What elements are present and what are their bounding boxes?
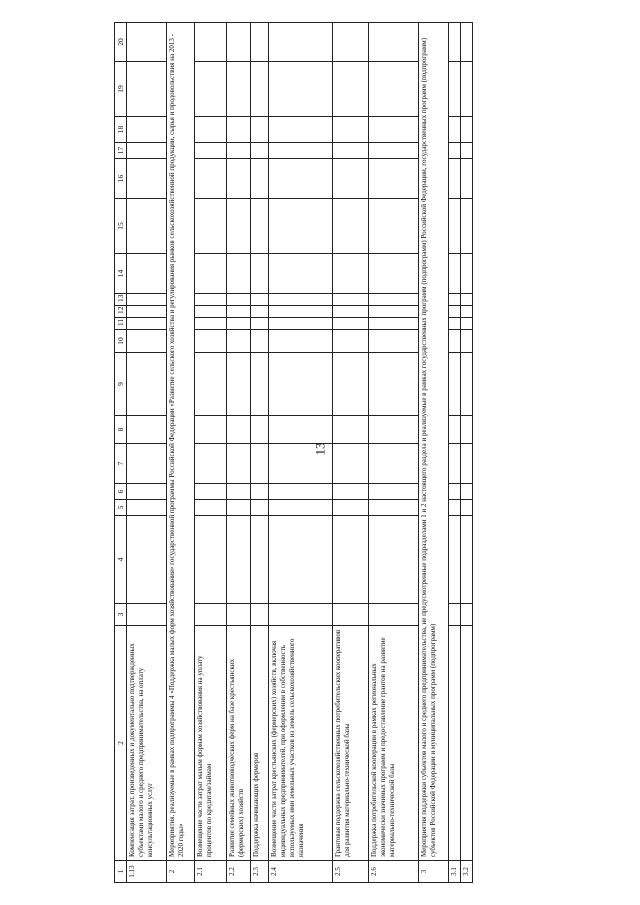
measure-name-cell: Поддержка начинающих фермеров xyxy=(251,625,269,860)
empty-cell xyxy=(251,352,269,415)
empty-cell xyxy=(449,198,461,253)
row-number-cell: 3 xyxy=(419,860,449,882)
empty-cell xyxy=(369,603,419,625)
empty-cell xyxy=(449,317,461,329)
table-body xyxy=(127,22,473,882)
column-header: 8 xyxy=(115,415,127,443)
measure-name-cell: Развитие семейных животноводческих ферм на базе крестьянских (фермерских) хозяйств xyxy=(227,625,251,860)
empty-cell xyxy=(227,499,251,515)
empty-cell xyxy=(227,443,251,483)
column-header: 19 xyxy=(115,61,127,116)
row-number-cell: 2.5 xyxy=(333,860,369,882)
empty-cell xyxy=(251,329,269,352)
empty-cell xyxy=(227,253,251,293)
empty-cell xyxy=(127,305,167,317)
empty-cell xyxy=(269,253,333,293)
empty-cell xyxy=(461,142,473,158)
measure-name-cell: Возмещение части затрат крестьянских (фермерских) хозяйств, включая индивидуальных предпринимателей, при оформлении в собственность используемых ими земельных участков из земель сельскохозяйственного назначения xyxy=(269,625,333,860)
empty-cell xyxy=(449,483,461,499)
section-row xyxy=(167,22,195,882)
row-number-cell: 2.6 xyxy=(369,860,419,882)
empty-cell xyxy=(449,253,461,293)
empty-cell xyxy=(195,198,227,253)
program-table xyxy=(114,22,473,883)
empty-cell xyxy=(333,603,369,625)
empty-cell xyxy=(251,443,269,483)
column-number-row xyxy=(115,22,127,882)
empty-cell xyxy=(449,499,461,515)
row-number-cell: 2 xyxy=(167,860,195,882)
row-number-cell: 3.1 xyxy=(449,860,461,882)
empty-cell xyxy=(333,158,369,198)
rotated-table-page xyxy=(114,23,526,883)
empty-cell xyxy=(251,483,269,499)
empty-cell xyxy=(227,483,251,499)
empty-cell xyxy=(333,317,369,329)
empty-cell xyxy=(461,317,473,329)
row-number-cell: 1.13 xyxy=(127,860,167,882)
empty-cell xyxy=(227,142,251,158)
section-title-cell: Мероприятия, реализуемые в рамках подпрограммы 4 «Поддержка малых форм хозяйствования» государственной программы Российской Федерации «Развитие сельского хозяйства и регулирования рынков сельскохозяйственной продукции, сырья и продовольствия на 2013 - 2020 годы» xyxy=(167,22,195,860)
column-header: 17 xyxy=(115,142,127,158)
empty-cell xyxy=(269,317,333,329)
empty-cell xyxy=(127,158,167,198)
table-row xyxy=(251,22,269,882)
empty-cell xyxy=(127,483,167,499)
row-number-cell: 3.2 xyxy=(461,860,473,882)
empty-cell xyxy=(333,415,369,443)
empty-cell xyxy=(461,22,473,61)
column-header: 7 xyxy=(115,443,127,483)
empty-cell xyxy=(127,116,167,142)
empty-cell xyxy=(449,158,461,198)
column-header: 5 xyxy=(115,499,127,515)
empty-cell xyxy=(333,515,369,603)
row-number-cell: 2.4 xyxy=(269,860,333,882)
empty-cell xyxy=(369,352,419,415)
empty-cell xyxy=(461,515,473,603)
row-number-cell: 2.2 xyxy=(227,860,251,882)
column-header: 4 xyxy=(115,515,127,603)
empty-cell xyxy=(251,603,269,625)
empty-cell xyxy=(461,603,473,625)
table-row xyxy=(127,22,167,882)
empty-cell xyxy=(369,293,419,305)
empty-cell xyxy=(227,61,251,116)
empty-cell xyxy=(195,253,227,293)
empty-cell xyxy=(195,499,227,515)
empty-cell xyxy=(227,305,251,317)
empty-cell xyxy=(251,305,269,317)
empty-cell xyxy=(461,61,473,116)
column-header: 16 xyxy=(115,158,127,198)
empty-cell xyxy=(127,443,167,483)
empty-cell xyxy=(333,198,369,253)
empty-cell xyxy=(449,305,461,317)
empty-cell xyxy=(269,499,333,515)
measure-name-cell: Поддержка потребительской кооперации в рамках региональных экономически значимых программ и предоставление грантов на развитие материально-технической базы xyxy=(369,625,419,860)
empty-cell xyxy=(195,158,227,198)
empty-cell xyxy=(127,142,167,158)
empty-cell xyxy=(461,116,473,142)
empty-cell xyxy=(269,443,333,483)
empty-cell xyxy=(195,305,227,317)
empty-cell xyxy=(369,499,419,515)
empty-cell xyxy=(251,142,269,158)
empty-cell xyxy=(227,158,251,198)
empty-cell xyxy=(227,22,251,61)
empty-cell xyxy=(251,61,269,116)
empty-cell xyxy=(269,142,333,158)
empty-cell xyxy=(269,61,333,116)
empty-cell xyxy=(269,305,333,317)
empty-cell xyxy=(461,499,473,515)
empty-cell xyxy=(251,22,269,61)
empty-cell xyxy=(251,158,269,198)
empty-cell xyxy=(461,415,473,443)
empty-cell xyxy=(333,253,369,293)
empty-cell xyxy=(127,22,167,61)
empty-cell xyxy=(251,499,269,515)
row-number-cell: 2.1 xyxy=(195,860,227,882)
table-row xyxy=(449,22,461,882)
section-title-cell: Мероприятия поддержки субъектов малого и среднего предпринимательства, не предусмотренные подразделами 1 и 2 настоящего раздела и реализуемые в рамках государственных программ (подпрограмм) Российской Федерации, государственных программ (подпрограмм) субъектов Российской Федерации и муниципальных программ (подпрограмм) xyxy=(419,22,449,860)
table-row xyxy=(227,22,251,882)
empty-cell xyxy=(195,329,227,352)
empty-cell xyxy=(195,603,227,625)
empty-cell xyxy=(369,415,419,443)
empty-cell xyxy=(227,415,251,443)
empty-cell xyxy=(449,603,461,625)
empty-cell xyxy=(461,443,473,483)
empty-cell xyxy=(127,198,167,253)
empty-cell xyxy=(269,352,333,415)
measure-name-cell: Грантовая поддержка сельскохозяйственных потребительских кооперативов для развития материально-технической базы xyxy=(333,625,369,860)
empty-cell xyxy=(369,515,419,603)
column-header: 18 xyxy=(115,116,127,142)
empty-cell xyxy=(369,443,419,483)
empty-cell xyxy=(369,253,419,293)
empty-cell xyxy=(449,61,461,116)
empty-cell xyxy=(369,483,419,499)
empty-cell xyxy=(333,22,369,61)
empty-cell xyxy=(333,329,369,352)
empty-cell xyxy=(333,499,369,515)
empty-cell xyxy=(227,317,251,329)
table-row xyxy=(369,22,419,882)
empty-cell xyxy=(333,305,369,317)
empty-cell xyxy=(251,253,269,293)
empty-cell xyxy=(369,116,419,142)
empty-cell xyxy=(195,116,227,142)
empty-cell xyxy=(127,61,167,116)
empty-cell xyxy=(369,22,419,61)
empty-cell xyxy=(269,22,333,61)
empty-cell xyxy=(269,158,333,198)
empty-cell xyxy=(333,116,369,142)
empty-cell xyxy=(195,293,227,305)
empty-cell xyxy=(449,415,461,443)
column-header: 3 xyxy=(115,603,127,625)
section-row xyxy=(419,22,449,882)
empty-cell xyxy=(333,142,369,158)
empty-cell xyxy=(195,61,227,116)
empty-cell xyxy=(461,352,473,415)
empty-cell xyxy=(227,293,251,305)
empty-cell xyxy=(461,198,473,253)
column-header: 13 xyxy=(115,293,127,305)
empty-cell xyxy=(333,61,369,116)
column-header: 15 xyxy=(115,198,127,253)
empty-cell xyxy=(269,603,333,625)
empty-cell xyxy=(251,317,269,329)
empty-cell xyxy=(461,305,473,317)
empty-cell xyxy=(227,329,251,352)
empty-cell xyxy=(269,515,333,603)
empty-cell xyxy=(461,483,473,499)
empty-cell xyxy=(251,415,269,443)
empty-cell xyxy=(195,317,227,329)
measure-name-cell xyxy=(461,625,473,860)
empty-cell xyxy=(195,142,227,158)
column-header: 2 xyxy=(115,625,127,860)
empty-cell xyxy=(195,352,227,415)
table-row xyxy=(269,22,333,882)
empty-cell xyxy=(127,329,167,352)
measure-name-cell: Возмещение части затрат малым формам хозяйствования на уплату процентов по кредитам/займам xyxy=(195,625,227,860)
table-row xyxy=(195,22,227,882)
empty-cell xyxy=(369,158,419,198)
empty-cell xyxy=(449,329,461,352)
empty-cell xyxy=(251,515,269,603)
empty-cell xyxy=(369,61,419,116)
column-header: 1 xyxy=(115,860,127,882)
empty-cell xyxy=(127,415,167,443)
empty-cell xyxy=(127,253,167,293)
column-header: 14 xyxy=(115,253,127,293)
measure-name-cell xyxy=(449,625,461,860)
empty-cell xyxy=(127,352,167,415)
empty-cell xyxy=(127,515,167,603)
page-number: 13 xyxy=(312,442,327,456)
empty-cell xyxy=(461,158,473,198)
empty-cell xyxy=(369,198,419,253)
empty-cell xyxy=(449,293,461,305)
empty-cell xyxy=(449,352,461,415)
empty-cell xyxy=(269,198,333,253)
table-row xyxy=(461,22,473,882)
empty-cell xyxy=(461,329,473,352)
empty-cell xyxy=(461,253,473,293)
empty-cell xyxy=(227,352,251,415)
empty-cell xyxy=(127,317,167,329)
column-header: 20 xyxy=(115,22,127,61)
empty-cell xyxy=(449,116,461,142)
empty-cell xyxy=(251,198,269,253)
empty-cell xyxy=(269,415,333,443)
empty-cell xyxy=(269,483,333,499)
empty-cell xyxy=(369,329,419,352)
empty-cell xyxy=(195,415,227,443)
empty-cell xyxy=(127,603,167,625)
empty-cell xyxy=(227,198,251,253)
column-header: 12 xyxy=(115,305,127,317)
empty-cell xyxy=(269,329,333,352)
row-number-cell: 2.3 xyxy=(251,860,269,882)
measure-name-cell: Компенсация затрат, произведенных и документально подтвержденных субъектами малого и среднего предпринимательства, на оплату консультационных услуг xyxy=(127,625,167,860)
empty-cell xyxy=(195,483,227,499)
empty-cell xyxy=(195,22,227,61)
empty-cell xyxy=(461,293,473,305)
empty-cell xyxy=(227,603,251,625)
empty-cell xyxy=(251,116,269,142)
empty-cell xyxy=(227,116,251,142)
empty-cell xyxy=(269,293,333,305)
empty-cell xyxy=(449,22,461,61)
empty-cell xyxy=(449,142,461,158)
empty-cell xyxy=(269,116,333,142)
column-header: 10 xyxy=(115,329,127,352)
column-header: 11 xyxy=(115,317,127,329)
empty-cell xyxy=(127,293,167,305)
empty-cell xyxy=(449,443,461,483)
empty-cell xyxy=(333,293,369,305)
empty-cell xyxy=(195,443,227,483)
empty-cell xyxy=(333,443,369,483)
empty-cell xyxy=(195,515,227,603)
empty-cell xyxy=(251,293,269,305)
column-header: 9 xyxy=(115,352,127,415)
empty-cell xyxy=(333,352,369,415)
empty-cell xyxy=(333,483,369,499)
empty-cell xyxy=(369,305,419,317)
empty-cell xyxy=(227,515,251,603)
empty-cell xyxy=(369,142,419,158)
empty-cell xyxy=(127,499,167,515)
column-header: 6 xyxy=(115,483,127,499)
empty-cell xyxy=(449,515,461,603)
empty-cell xyxy=(369,317,419,329)
table-row xyxy=(333,22,369,882)
